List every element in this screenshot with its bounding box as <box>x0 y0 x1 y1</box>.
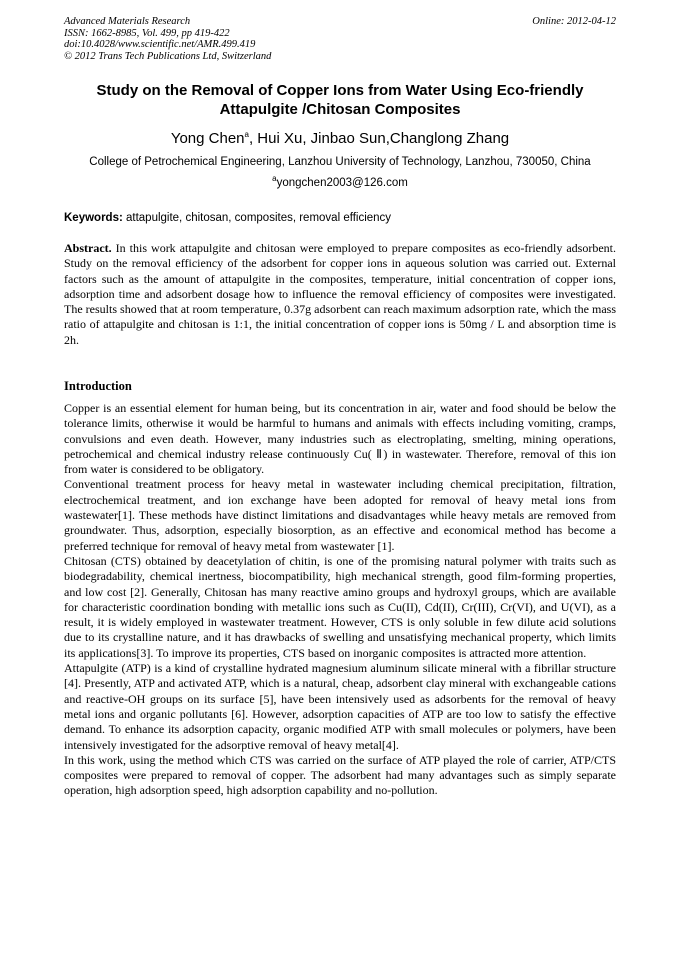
journal-doi: doi:10.4028/www.scientific.net/AMR.499.419 <box>64 39 256 50</box>
keywords-label: Keywords: <box>64 212 123 224</box>
journal-name: Advanced Materials Research <box>64 16 191 27</box>
online-date: Online: 2012-04-12 <box>532 16 616 27</box>
abstract <box>64 241 616 348</box>
keywords <box>64 211 616 226</box>
journal-copyright: © 2012 Trans Tech Publications Ltd, Switzerland <box>64 50 272 62</box>
author-email <box>64 176 616 191</box>
introduction-body <box>64 401 616 799</box>
paper-title-line-1: Study on the Removal of Copper Ions from Water Using Eco-friendly <box>96 82 584 99</box>
author-affiliation: College of Petrochemical Engineering, Lanzhou University of Technology, Lanzhou, 730050, China <box>89 156 591 168</box>
paper-title <box>64 81 616 119</box>
introduction-heading: Introduction <box>64 379 132 393</box>
intro-paragraph-1: Copper is an essential element for human being, but its concentration in air, water and food should be below the tolerance limits, otherwise it would be harmful to humans and animals with effects including vomiting, cramps, convulsions and even death. However, many industries such as electroplating, smelting, mining operations, petrochemical and chemical industry release continuously Cu( Ⅱ) in wastewater. Therefore, removal of this ion from water is considered to be obligatory. <box>64 401 616 477</box>
email-superscript: a <box>272 174 277 184</box>
journal-header <box>64 16 616 62</box>
email-address: yongchen2003@126.com <box>276 177 408 189</box>
intro-paragraph-3: Chitosan (CTS) obtained by deacetylation of chitin, is one of the promising natural polymer with traits such as biodegradability, chemical inertness, biocompatibility, high mechanical strength, good film-forming properties, and low cost [2]. Generally, Chitosan has many reactive amino groups and hydroxyl groups, which are available for characteristic coordination bonding with metallic ions such as Cu(II), Cd(II), Cr(III), Cr(VI), and U(VI), as a result, it is widely employed in wastewater treatment. However, CTS is only soluble in few dilute acid solutions due to its crystalline nature, and it has drawbacks of swelling and unsatisfying mechanical property, which limits its applications[3]. To improve its properties, CTS based on inorganic composites is attracted more attention. <box>64 553 616 660</box>
abstract-label: Abstract. <box>64 241 112 255</box>
author-first: Yong Chen <box>170 130 245 147</box>
abstract-text: In this work attapulgite and chitosan were employed to prepare composites as eco-friendly adsorbent. Study on the removal efficiency of the adsorbent for copper ions in aqueous solution was carried out. External factors such as the amount of attapulgite in the composites, temperature, initial concentration of copper ions, adsorption time and adsorbent dosage how to influence the removal efficiency of composites were investigated. The results showed that at room temperature, 0.37g adsorbent can reach maximum adsorption rate, which the mass ratio of attapulgite and chitosan is 1:1, the initial concentration of copper ions is 50mg / L and absorption time is 2h. <box>64 241 616 347</box>
author-others: , Hui Xu, Jinbao Sun,Changlong Zhang <box>248 130 510 147</box>
keywords-text: attapulgite, chitosan, composites, removal efficiency <box>122 212 392 224</box>
intro-paragraph-5: In this work, using the method which CTS was carried on the surface of ATP played the role of carrier, ATP/CTS composites were prepared to removal of copper. The adsorbent had many advantages such as simply separate operation, high adsorption speed, high adsorption capability and no-pollution. <box>64 752 616 798</box>
author-first-superscript: a <box>244 130 249 139</box>
author-list <box>64 129 616 148</box>
paper-title-line-2: Attapulgite /Chitosan Composites <box>219 101 461 118</box>
journal-issn: ISSN: 1662-8985, Vol. 499, pp 419-422 <box>64 27 230 39</box>
intro-paragraph-2: Conventional treatment process for heavy metal in wastewater including chemical precipitation, filtration, electrochemical treatment, and ion exchange have been adopted for removal of heavy metal ions from wastewater[1]. These methods have distinct limitations and disadvantages while heavy metals are removed from groundwater. Thus, adsorption, especially biosorption, as an effective and economical method has become a preferred technique for removal of heavy metal from wastewater [1]. <box>64 477 616 553</box>
intro-paragraph-4: Attapulgite (ATP) is a kind of crystalline hydrated magnesium aluminum silicate mineral with a fibrillar structure [4]. Presently, ATP and activated ATP, which is a natural, cheap, adsorbent clay mineral with exchangeable cations and reactive-OH groups on its surface [5], have been intensively used as adsorbents for the removal of heavy metal ions and organic pollutants [6]. However, adsorption capacities of ATP are too low to satisfy the effective demand. To enhance its adsorption capacity, organic modified ATP with small molecules or polymers, have been intensively investigated for the adsorptive removal of heavy metal[4]. <box>64 661 616 752</box>
